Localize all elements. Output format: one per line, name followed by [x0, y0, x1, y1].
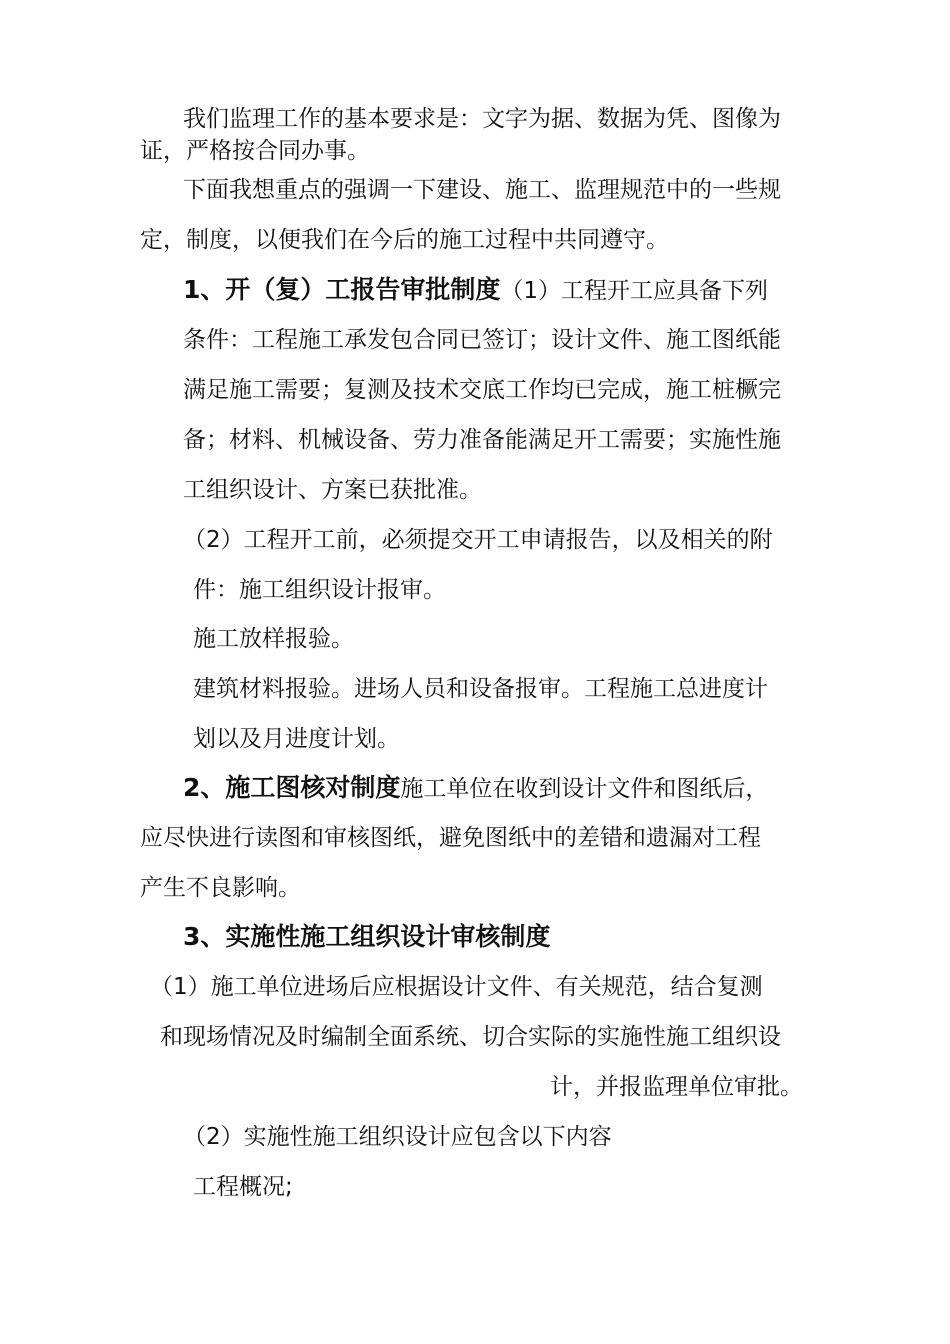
section-2-text: 施工单位在收到设计文件和图纸后， [400, 776, 769, 802]
paragraph-line: 满足施工需要；复测及技术交底工作均已完成，施工桩橛完 [183, 377, 781, 403]
paragraph-line: 定，制度，以便我们在今后的施工过程中共同遵守。 [140, 227, 669, 253]
paragraph-line: 下面我想重点的强调一下建设、施工、监理规范中的一些规 [183, 177, 781, 203]
section-1-line [183, 275, 768, 306]
section-1-text: （1）工程开工应具备下列 [500, 278, 769, 304]
section-2-line [183, 773, 768, 804]
paragraph-line: （2）实施性施工组织设计应包含以下内容 [183, 1124, 612, 1150]
paragraph-line: 工组织设计、方案已获批准。 [183, 477, 482, 503]
paragraph-line: 证，严格按合同办事。 [140, 138, 370, 164]
paragraph-line: 建筑材料报验。进场人员和设备报审。工程施工总进度计 [193, 676, 768, 702]
paragraph-line: 产生不良影响。 [140, 875, 301, 901]
section-3-heading: 3、实施性施工组织设计审核制度 [183, 922, 551, 951]
paragraph-line: （2）工程开工前，必须提交开工申请报告，以及相关的附 [183, 527, 773, 553]
paragraph-line: 件：施工组织设计报审。 [193, 577, 446, 603]
paragraph-line: 工程概况; [193, 1174, 293, 1200]
paragraph-line: 我们监理工作的基本要求是：文字为据、数据为凭、图像为 [183, 106, 781, 132]
paragraph-line: 施工放样报验。 [193, 626, 354, 652]
paragraph-line: 划以及月进度计划。 [193, 726, 400, 752]
section-1-heading: 1、开（复）工报告审批制度 [183, 275, 501, 304]
paragraph-line: 和现场情况及时编制全面系统、切合实际的实施性施工组织设 [160, 1024, 781, 1050]
paragraph-line: 备；材料、机械设备、劳力准备能满足开工需要；实施性施 [183, 427, 781, 453]
paragraph-line: （1）施工单位进场后应根据设计文件、有关规范，结合复测 [150, 974, 763, 1000]
paragraph-line: 计，并报监理单位审批。 [550, 1074, 803, 1100]
section-2-heading: 2、施工图核对制度 [183, 773, 401, 802]
paragraph-line: 应尽快进行读图和审核图纸，避免图纸中的差错和遗漏对工程 [140, 825, 761, 851]
paragraph-line: 条件：工程施工承发包合同已签订；设计文件、施工图纸能 [183, 327, 781, 353]
